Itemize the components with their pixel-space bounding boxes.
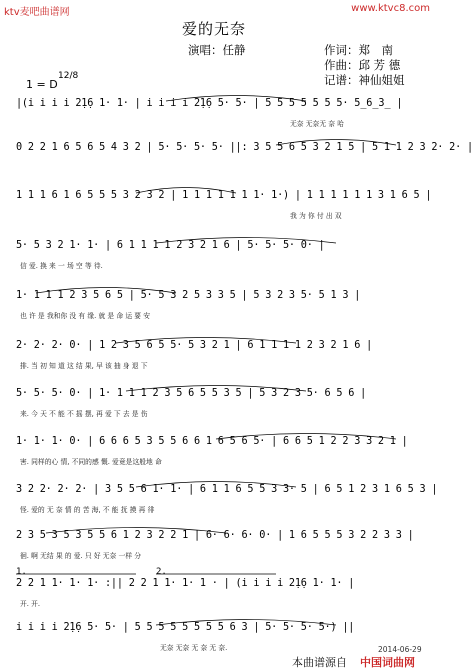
lyric-line: 怪. 爱的 无 奈 情 的 苦 海, 不 能 抚 摸 再 徘 [20, 506, 155, 514]
lyric-line: 无奈 无奈无 奈 哈 [290, 120, 345, 128]
notation-line: 1· 1 1 1 2 3 5 6 5 | 5· 5 3 2 5 3 3 5 | 5 3 2 3 5· 5 1 3 | [16, 290, 361, 301]
footer-site-name: 中国词曲网 [360, 656, 415, 669]
notation-line: 0 2 2 1 6 5 6 5 4 3 2 | 5· 5· 5· 5· ||: 3 5 5 6 5 3 2 1 5 | 5 1 1 2 3 2· 2· | [16, 142, 473, 153]
lyric-line: 也 许 是 我和你 没 有 缘. 就 是 命 运 要 安 [20, 312, 151, 320]
watermark-right: www.ktvc8.com [351, 3, 430, 14]
lyric-line: 徊. 啊 无结 果 的 爱. 只 好 无奈 一样 分 [20, 552, 142, 560]
song-title: 爱的无奈 [182, 20, 247, 38]
lyric-line: 来. 今 天 不 能 不 摇 摆, 再 爱 下 去 是 伤 [20, 410, 148, 418]
footer-source-label: 本曲谱源自 [292, 656, 347, 669]
singer-credit: 演唱：任静 [188, 43, 246, 57]
date-stamp: 2014-06-29 [378, 645, 422, 654]
lyric-line: 开. 开. [20, 600, 41, 608]
lyric-line: 信 爱. 换 来 一 场 空 等 待. [20, 262, 103, 270]
time-signature: 12/8 [58, 71, 79, 81]
notation-line: 5· 5 3 2 1· 1· | 6 1 1 1 1 2 3 2 1 6 | 5· 5· 5· 0· | [16, 240, 325, 251]
lyric-line: 无奈 无奈 无 奈 无 奈. [160, 644, 228, 652]
lyric-line: 排. 当 初 知 道 这 结 果, 早 该 抽 身 退 下 [20, 362, 148, 370]
lyric-line: 害. 同样的心 情, 不同的感 慨. 爱竟是这般地 命 [20, 458, 162, 466]
notation-line: 3 2 2· 2· 2· | 3 5 5 6 1· 1· | 6 1 1 6 5 5 3 3· 5 | 6 5 1 2 3 1 6 5 3 | [16, 484, 438, 495]
notation-line: 1· 1· 1· 0· | 6 6 6 5 3 5 5 6 6 1 6 5 6 5· | 6 6 5 1 2 2 3 3 2 1 | [16, 436, 408, 447]
watermark-left: ktv麦吧曲谱网 [4, 7, 70, 18]
notation-line: 5· 5· 5· 0· | 1· 1 1 1 2 3 5 6 5 5 3 5 | 5 3 2 3 5· 6 5 6 | [16, 388, 367, 399]
notation-line: 1 1 1 6 1 6 5 5 5 3 2 3 2 | 1 1 1 1 1 1 1· 1·) | 1 1 1 1 1 1 3 1 6 5 | [16, 190, 432, 201]
notation-line: 2· 2· 2· 0· | 1 2 3 5 6 5 5· 5 3 2 1 | 6 1 1 1 1 2 3 2 1 6 | [16, 340, 373, 351]
lyric-line: 我 为 你 付 出 双 [290, 212, 342, 220]
notation-line: 2 3 5 3 5 3 5 5 6 1 2 3 2 2 1 | 6· 6· 6· 0· | 1 6 5 5 5 3 2 2 3 3 | [16, 530, 414, 541]
key-signature: 1 = D [26, 78, 58, 91]
notation-line: 2 2 1 1· 1· 1· :|| 2 2 1 1· 1· 1 · | (i i i i 2̣1̣6 1· 1· | [16, 578, 355, 589]
notation-line: i i i i 2̣1̣6 5· 5· | 5 5 5 5 5 5 5 5 6 3 | 5· 5· 5· 5·) || [16, 622, 355, 633]
lyricist-credit: 作词：郑 南 [324, 43, 393, 57]
transcriber-credit: 记谱：神仙姐姐 [324, 73, 405, 87]
composer-credit: 作曲：邱 芳 德 [324, 58, 401, 72]
notation-line: |(i i i i 2̣1̣6 1· 1· | i i i i 2̣1̣6 5· 5· | 5 5 5 5 5 5 5· 5̲6̲3̲ | [16, 98, 403, 109]
